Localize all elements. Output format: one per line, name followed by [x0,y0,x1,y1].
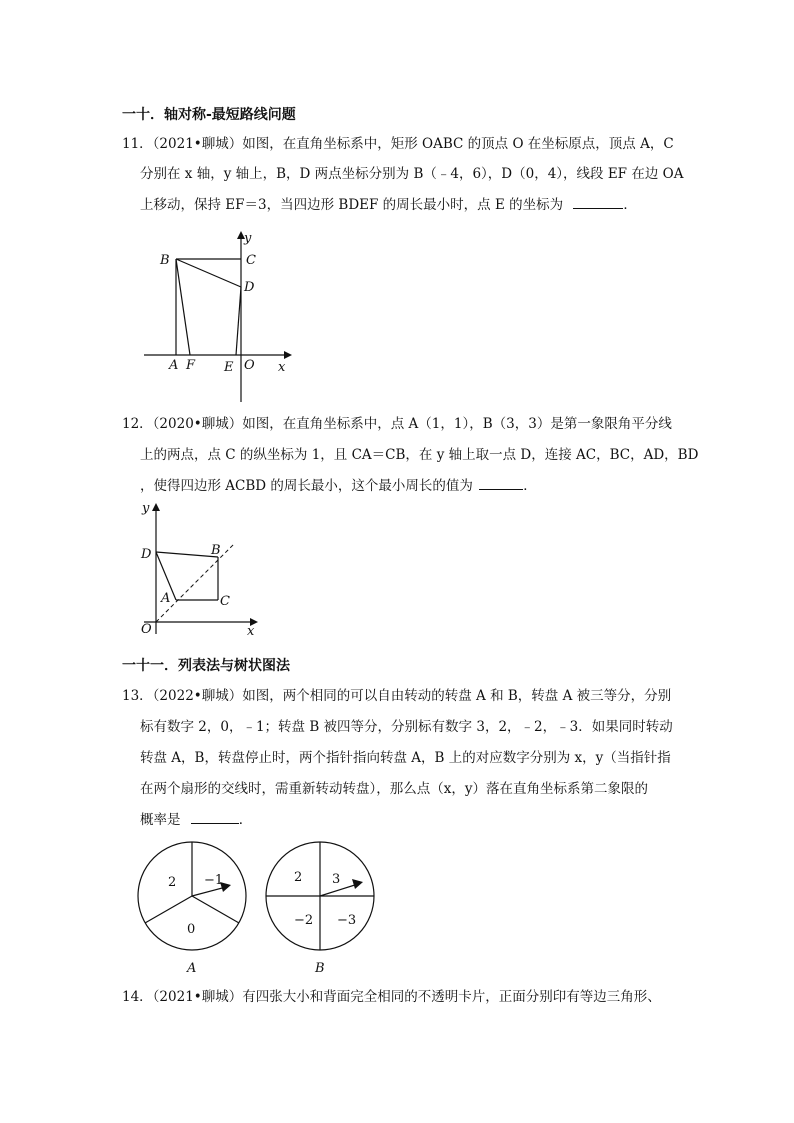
q12-line-2: 上的两点，点 C 的纵坐标为 1，且 CA＝CB，在 y 轴上取一点 D，连接 AC，BC，AD，BD [140,447,699,463]
q12-segment-db [156,552,218,557]
q12-line-3-text: ，使得四边形 ACBD 的周长最小，这个最小周长的值为 [140,478,473,494]
q11-segment-bd [176,259,241,287]
q12-label-a: A [161,591,171,606]
spinner-b-label: B [315,961,325,976]
q12-label-d: D [141,547,152,562]
spinner-b-num-3: −2 [294,913,314,928]
q12-line-3 [140,477,537,495]
q12-line-1: 12．（2020•聊城）如图，在直角坐标系中，点 A（1，1），B（3，3）是第一象限角平分线 [122,416,672,432]
spinner-b [266,842,374,976]
section-heading-11: 一十一．列表法与树状图法 [122,658,290,674]
spinner-a-num-1: 2 [168,875,177,890]
spinner-a-num-2: −1 [204,873,224,888]
q11-label-x: x [278,360,286,375]
spinner-b-num-2: 3 [332,872,341,887]
q12-y-arrow [152,503,160,511]
q12-label-b: B [211,543,221,558]
q13-end: ． [238,812,253,828]
q13-line-5 [140,811,252,829]
q11-label-f: F [186,358,196,373]
q11-label-d: D [244,280,255,295]
spinner-b-pointer-head [352,879,363,889]
q11-line-1: 11．（2021•聊城）如图，在直角坐标系中，矩形 OABC 的顶点 O 在坐标原点，顶点 A，C [122,136,674,152]
q11-label-c: C [246,253,256,268]
q13-figure [136,838,386,980]
q13-line-4: 在两个扇形的交线时，需重新转动转盘），那么点（x，y）落在直角坐标系第二象限的 [140,781,648,797]
q13-line-1: 13．（2022•聊城）如图，两个相同的可以自由转动的转盘 A 和 B，转盘 A 被三等分，分别 [122,688,672,704]
q11-end: ． [623,197,637,213]
spinner-a-pointer [192,887,226,896]
q13-answer-blank [191,811,239,824]
q11-segment-bf [176,259,190,355]
spinner-a-label: A [187,961,197,976]
q11-x-arrow [284,351,292,359]
q11-label-a: A [169,358,179,373]
q11-line-2: 分别在 x 轴，y 轴上，B，D 两点坐标分别为 B（﹣4，6），D（0，4），线段 EF 在边 OA [140,166,684,182]
q11-label-o: O [244,358,255,373]
q14-line-1: 14．（2021•聊城）有四张大小和背面完全相同的不透明卡片，正面分别印有等边三角形、 [122,989,661,1005]
q13-line-5-text: 概率是 [140,812,181,828]
q11-label-b: B [160,253,170,268]
q13-line-2: 标有数字 2，0，﹣1；转盘 B 被四等分，分别标有数字 3，2，﹣2，﹣3．如果同时转动 [140,719,673,735]
q12-label-y: y [142,501,150,516]
q11-label-y: y [244,231,252,246]
section-heading-10: 一十．轴对称-最短路线问题 [122,107,296,123]
spinner-b-num-4: −3 [337,913,357,928]
spinner-a-num-3: 0 [187,922,196,937]
spinner-a-divider-2 [192,896,239,923]
q11-line-3-text: 上移动，保持 EF＝3，当四边形 BDEF 的周长最小时，点 E 的坐标为 [140,197,564,213]
q11-label-e: E [224,360,234,375]
q11-segment-ed [236,287,241,355]
q12-label-x: x [247,624,255,639]
q13-line-3: 转盘 A，B，转盘停止时，两个指针指向转盘 A，B 上的对应数字分别为 x，y（当指针指 [140,750,671,766]
q12-end: ． [523,478,537,494]
q12-label-o: O [141,622,152,637]
q11-line-3 [140,196,637,214]
spinner-a-divider-3 [145,896,192,923]
spinner-a [138,842,246,976]
q12-answer-blank [479,477,523,490]
q12-figure [136,496,266,641]
q11-answer-blank [573,196,623,209]
q11-figure [140,226,300,406]
q12-label-c: C [220,594,230,609]
spinner-b-num-1: 2 [294,870,303,885]
